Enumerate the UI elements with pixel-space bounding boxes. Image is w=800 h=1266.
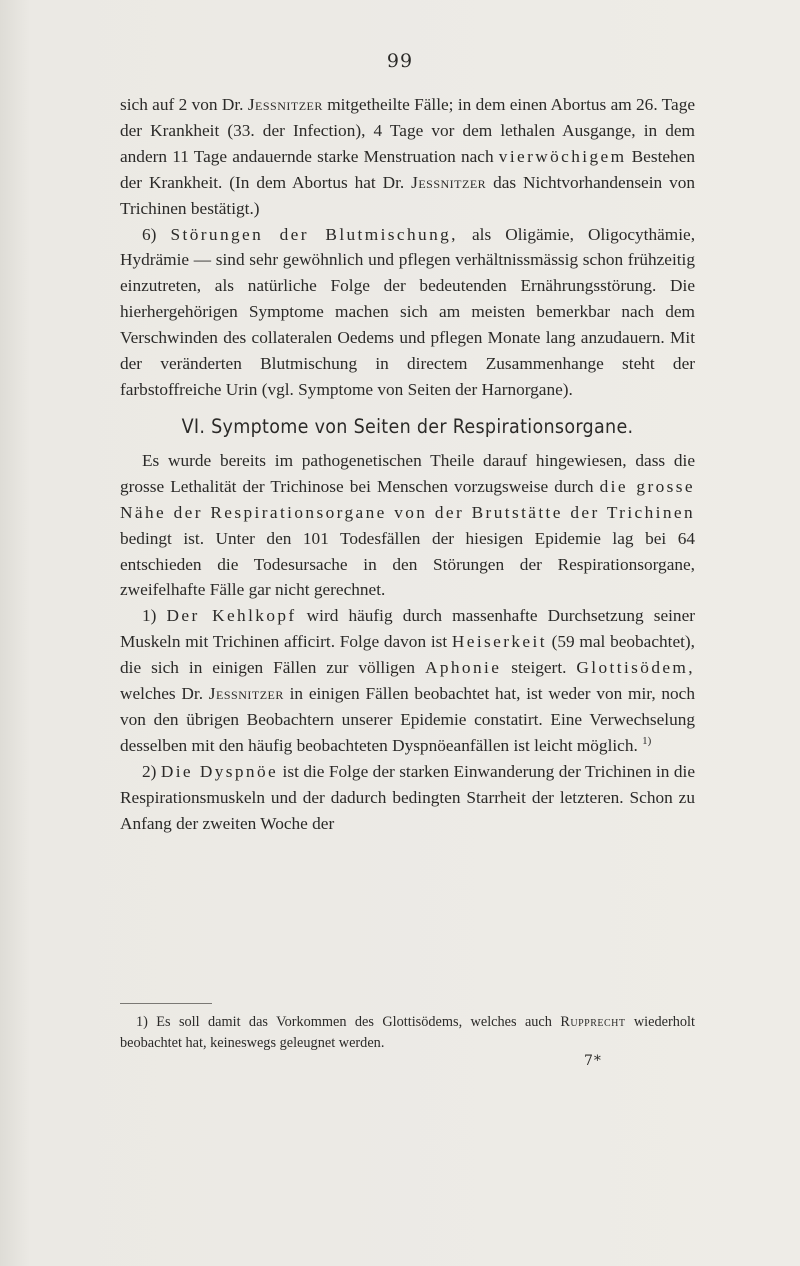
- spaced-term: Glottisödem,: [576, 658, 695, 678]
- spaced-term: Heiserkeit: [451, 632, 547, 652]
- text-run: sich auf 2 von Dr.: [120, 95, 248, 114]
- footnote-marker: 1): [642, 735, 652, 748]
- page-number: 99: [386, 50, 414, 72]
- spaced-term: vierwöchigem: [498, 146, 627, 166]
- text-run: (59 mal beobachtet), die sich in einigen Fällen zur völligen: [120, 632, 695, 678]
- spaced-term: die grosse Nähe der Respirationsorgane von der Brutstätte der Trichinen: [120, 476, 695, 522]
- text-run: als Oligämie, Oligocythämie, Hydrämie — sind sehr gewöhnlich und pflegen verhältnissmässig schon frühzeitig einzutreten, als natürliche Folge der bedeutenden Ernährungsstörung. Die hierhergehörigen Symptome machen sich am meisten bemerkbar nach dem Verschwinden des collateralen Oedems und pflegen Monate lang anzudauern. Mit der veränderten Blutmischung in directem Zusammenhange steht der farbstoffreiche Urin (vgl. Symptome von Seiten der Harnorgane).: [120, 224, 696, 399]
- text-run: das Nichtvorhandensein von Trichinen bestätigt.): [120, 172, 695, 218]
- spaced-term: Die Dyspnöe: [160, 761, 279, 781]
- footnote-divider: [120, 1003, 212, 1004]
- author-name: Rupprecht: [560, 1014, 626, 1030]
- text-run: wird häufig durch massenhafte Durchsetzung seiner Muskeln mit Trichinen afficirt. Folge davon ist: [120, 606, 695, 652]
- footnotes: [120, 1012, 695, 1054]
- text-run: steigert.: [501, 658, 577, 678]
- section-heading: VI. Symptome von Seiten der Respirationsorgane.: [181, 414, 634, 438]
- item-number: 1): [142, 606, 167, 626]
- spaced-term: Der Kehlkopf: [166, 606, 297, 626]
- paragraph-kehlkopf: [120, 603, 695, 758]
- body-text: [120, 92, 695, 836]
- text-run: wiederholt beobachtet hat, keineswegs geleugnet werden.: [120, 1014, 695, 1051]
- item-number: 2): [142, 761, 161, 781]
- paragraph-dyspnoe: [120, 759, 695, 837]
- text-run: Es wurde bereits im pathogenetischen Theile darauf hingewiesen, dass die grosse Lethalität der Trichinose bei Menschen vorzugsweise durch: [120, 450, 695, 496]
- spaced-term: Aphonie: [424, 658, 502, 678]
- item-number: 6): [142, 224, 171, 244]
- paragraph-abortus: [120, 92, 695, 222]
- signature-mark: 7*: [584, 1053, 602, 1069]
- text-run: in einigen Fällen beobachtet hat, ist weder von mir, noch von den übrigen Beobachtern unserer Epidemie constatirt. Eine Verwechselung desselben mit den häufig beobachteten Dyspnöeanfällen ist leicht möglich.: [120, 684, 695, 755]
- text-run: ist die Folge der starken Einwanderung der Trichinen in die Respirationsmuskeln und der dadurch bedingten Starrheit der letzteren. Schon zu Anfang der zweiten Woche der: [120, 761, 695, 833]
- text-run: welches Dr.: [120, 684, 209, 704]
- footnote: [120, 1012, 695, 1054]
- text-run: mitgetheilte Fälle; in dem einen Abortus am 26. Tage der Krankheit (33. der Infection), 4 Tage vor dem lethalen Ausgange, in dem andern 11 Tage andauernde starke Menstruation nach: [120, 95, 696, 166]
- spaced-term: Störungen der Blutmischung,: [170, 224, 458, 244]
- text-run: 1) Es soll damit das Vorkommen des Glottisödems, welches auch: [136, 1014, 561, 1030]
- paragraph-intro: [120, 448, 695, 603]
- text-run: Bestehen der Krankheit. (In dem Abortus hat Dr.: [120, 146, 696, 192]
- author-name: Jessnitzer: [411, 172, 487, 192]
- paragraph-blutmischung: [120, 222, 695, 403]
- text-run: bedingt ist. Unter den 101 Todesfällen der hiesigen Epidemie lag bei 64 entschieden die Todesursache in den Störungen der Respirationsorgane, zweifelhafte Fälle gar nicht gerechnet.: [120, 528, 695, 600]
- author-name: Jessnitzer: [208, 684, 284, 704]
- author-name: Jessnitzer: [247, 95, 323, 114]
